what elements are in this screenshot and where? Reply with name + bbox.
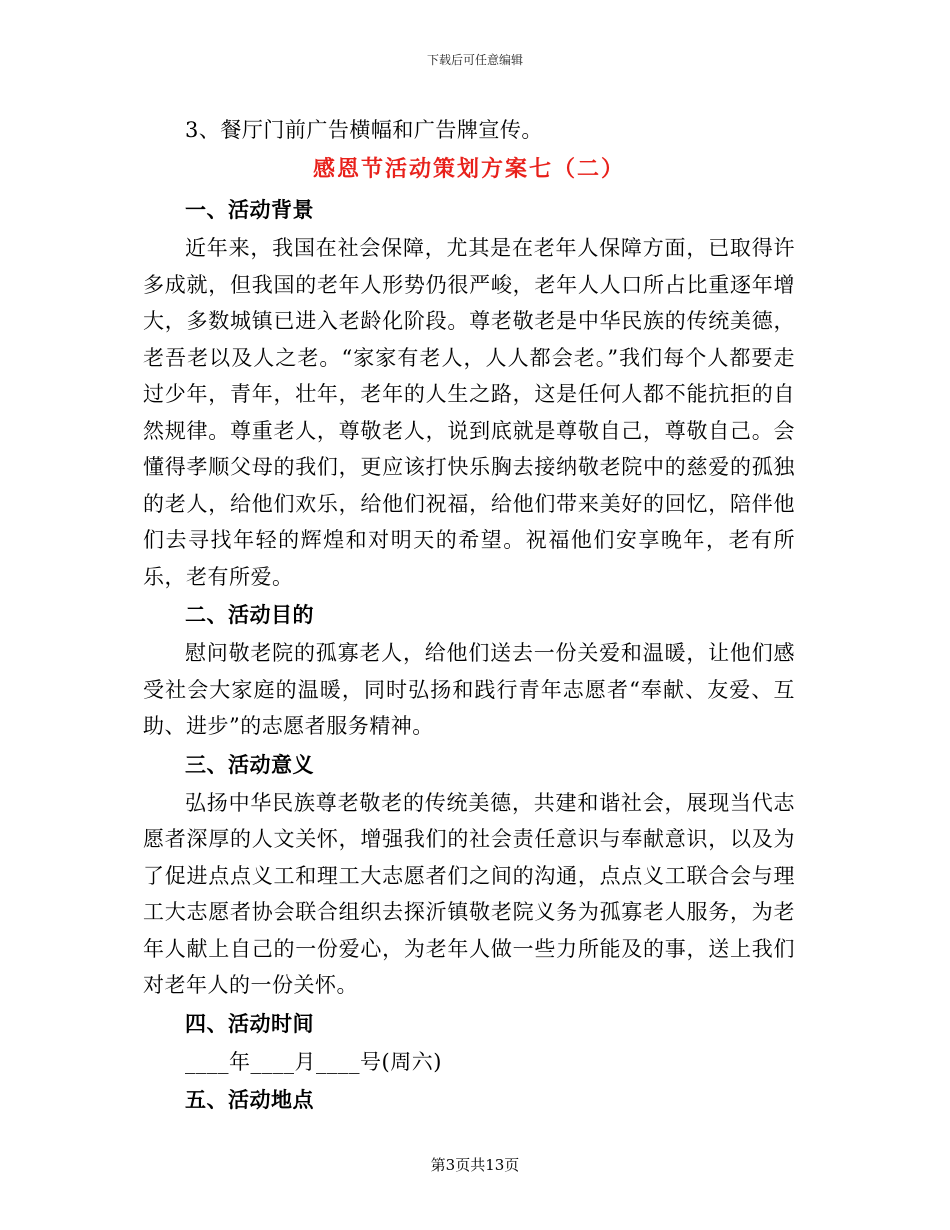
document-title: 感恩节活动策划方案七（二） (312, 156, 625, 182)
section-heading-time: 四、活动时间 (185, 1010, 314, 1036)
section-heading-significance: 三、活动意义 (185, 751, 314, 777)
intro-line: 3、餐厅门前广告横幅和广告牌宣传。 (185, 118, 543, 142)
page-footer: 第3页共13页 (430, 1156, 520, 1174)
page-header: 下载后可任意编辑 (426, 53, 523, 67)
section-body-background: 近年来，我国在社会保障，尤其是在老年人保障方面，已取得许多成就，但我国的老年人形势仍很严峻，老年人人口所占比重逐年增大，多数城镇已进入老龄化阶段。尊老敬老是中华民族的传统美德，老吾老以及人之老。“家家有老人，人人都会老。”我们每个人都要走过少年，青年，壮年，老年的人生之路，这是任何人都不能抗拒的自然规律。尊重老人，尊敬老人，说到底就是尊敬自己，尊敬自己。会懂得孝顺父母的我们，更应该打快乐胸去接纳敬老院中的慈爱的孤独的老人，给他们欢乐，给他们祝福，给他们带来美好的回忆，陪伴他们去寻找年轻的辉煌和对明天的希望。祝福他们安享晚年，老有所乐，老有所爱。 (143, 236, 795, 589)
section-body-significance: 弘扬中华民族尊老敬老的传统美德，共建和谐社会，展现当代志愿者深厚的人文关怀，增强我们的社会责任意识与奉献意识，以及为了促进点点义工和理工大志愿者们之间的沟通，点点义工联合会与理工大志愿者协会联合组织去探沂镇敬老院义务为孤寡老人服务，为老年人献上自己的一份爱心，为老年人做一些力所能及的事，送上我们对老年人的一份关怀。 (143, 790, 795, 997)
section-body-time: ____年____月____号(周六) (185, 1049, 442, 1074)
section-heading-purpose: 二、活动目的 (185, 602, 314, 627)
document-body (143, 112, 795, 1120)
section-body-purpose: 慰问敬老院的孤寡老人，给他们送去一份关爱和温暖，让他们感受社会大家庭的温暖，同时弘扬和践行青年志愿者“奉献、友爱、互助、进步”的志愿者服务精神。 (143, 641, 795, 738)
section-heading-location: 五、活动地点 (185, 1086, 314, 1112)
section-heading-background: 一、活动背景 (185, 197, 314, 222)
